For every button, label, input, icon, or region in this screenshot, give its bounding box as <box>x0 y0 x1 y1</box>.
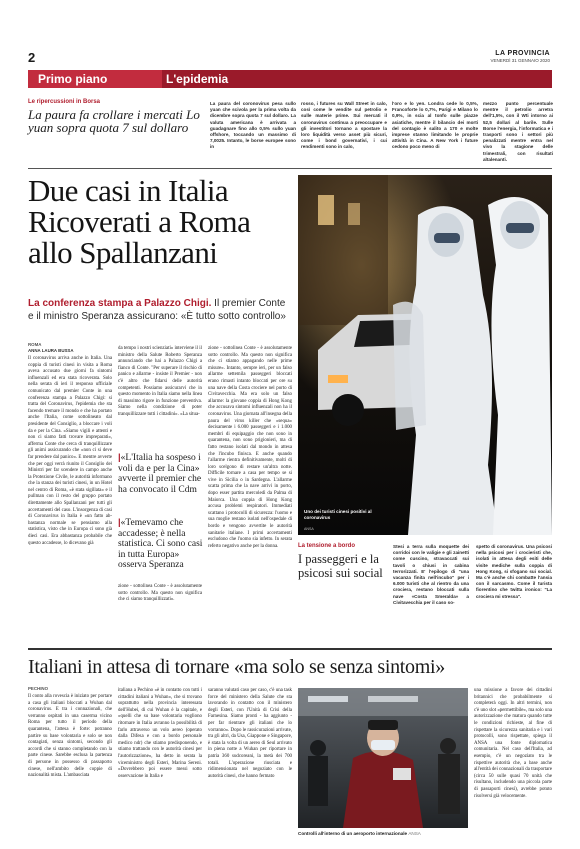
photo-airport-check-image <box>298 688 468 828</box>
masthead-name: LA PROVINCIA <box>495 50 550 57</box>
section-label-primo-piano: Primo piano <box>28 70 162 88</box>
photo-credit: ANSA <box>408 831 421 836</box>
top-story-kicker: Le ripercussioni in Borsa <box>28 99 101 105</box>
section-label-epidemia: L'epidemia <box>166 72 229 86</box>
main-story-column: zione - sottolinea Conte - è assolutamente sotto controllo. Ma questo non significa che ci siamo tranquillizzati». <box>118 584 202 603</box>
sidebar-column: Stesi a terra sulla moquette dei corridoi con le valigie e gli zainetti come cuscino, stravaccati sui tavoli o chiusi in cabina terrorizzati. E' l'epilogo di "una vacanza finita nell'incubo" per i 6.000 turisti che al rientro da una crociera, restano bloccati sulla nave «Costa Smeralda» a Civitavecchia per il caso so- <box>393 544 469 605</box>
top-story-column: La paura del coronovirus pesa sullo yuan che scivola per la prima volta da dicembre sopra quota 7 sul dollaro. La valuta americana è arrivata a guadagnare fino allo 0,5% sullo yuan offshore, toccando un massimo di 7,0025. Intanto, le borse europee sono in <box>210 101 296 150</box>
top-story-column: l'oro e lo yen. Londra cede lo 0,5%, Francoforte lo 0,7%, Parigi e Milano lo 0,9%, in scia al tonfo sulle piazze asiatiche, mentre il bilancio dei morti del contagio è salito a 170 e molte imprese stanno limitando le proprie attività in Cina. A New York i future cedono poco meno di <box>392 101 478 150</box>
pullquote <box>118 453 204 495</box>
divider-rule <box>28 168 552 169</box>
bottom-story-column: una missione a favore dei cittadini britannici che probabilmente si completerà oggi. In altri termini, non c'è uno slot «permettibile», ma solo una autorizzazione che matura quando tutte le condizioni richieste, al fine di rispettare la sicurezza sanitaria e i vari protocolli, sono rispettate, spiega il ANSA una fonte diplomatica comunitaria. Nel caso dell'Italia, ad esempio, c'è un negoziato tra le rispettive autorità che, a base anche all'entità dei connazionali da trasportare (circa 50 sulle quasi 70 unità che risultano, includendo una piccola parte di passaporti cinesi), avrebbe potuto risolversi già velocemente. <box>474 688 553 799</box>
bottom-dateline: PECHINO <box>28 686 49 691</box>
photo-hazmat-workers <box>298 175 552 535</box>
photo-hazmat-workers-image <box>298 175 552 535</box>
byline-author: ANNA LAURA BUSSA <box>28 348 74 353</box>
top-story-headline: La paura fa crollare i mercati Lo yuan sopra quota 7 sul dollaro <box>28 107 200 135</box>
bottom-story-column: Il conto alla rovescia è iniziato per portare a casa gli italiani bloccati a Wuhan dal coronavirus. E tra i connazionali, che verranno ospitati in una caserma vicino Roma per tutto il periodo della quarantena, l'attesa è forte: potranno partire su base volontaria e solo se non contagiati, senza sintomi, secondo gli accordi che si stanno completando con la parte cinese. Sarebbe esclusa la partenza di persone in possesso di passaporto cinese, nell'ambito delle coppie di nazionalità mista. L'ambasciata <box>28 694 112 779</box>
pullquote-mark: | <box>118 452 121 463</box>
main-story-column: Il coronavirus arriva anche in Italia. Una coppia di turisti cinesi in visita a Roma aveva accusato due giorni fa sintomi influenzali ed era stata ricoverata. Solo nella serata di ieri il responso ufficiale comunicato dal premier Conte in una conferenza stampa a Palazzo Chigi: si tratta del Coronavirus, l'epidemia che sta facendo tremare il mondo e che ha portato anche l'Italia, come sottolineato dal presidente del Consiglio, a bloccare i voli da e per la Cina. «Siamo vigili e attenti e non ci siamo fatti trovare impreparati», afferma Conte che cerca di tranquillizzare gli animi assicurando che «non ci si deve far prendere dal panico». E mentre avverte che per oggi verrà riunito il Consiglio dei Ministri per far scendere in campo anche la Protezione Civile, le autorità informano che la stanza dei turisti cinesi, in un Hotel nel centro di Roma, «è stata sigillata» e il pullman con il resto del gruppo portato direttamente allo Spallanzani per tutti gli accertamenti del caso. L'insorgenza di casi di Coronavirus in Italia è «un fatto abbastanza normale se pensiamo alla statistica, visto che in Europa ci sono già dieci casi. Era abbastanza probabile che questo accadesse, lo dicevano già <box>28 356 112 546</box>
main-subhead-lead: La conferenza stampa a Palazzo Chigi. <box>28 298 212 309</box>
main-headline: Due casi in Italia Ricoverati a Roma allo Spallanzani <box>28 173 251 270</box>
top-story-column: rosso, i futures su Wall Street in calo, così come le vendite sul petrolio e sulle materie prime. Sui mercati il coronavirus continua a preoccupare e gli investitori tornano a spostare la loro liquidità verso asset più sicuri, come i bond governativi, i cui rendimenti sono in calo, <box>301 101 387 150</box>
pullquote-mark: | <box>118 517 121 528</box>
divider-rule <box>28 648 552 650</box>
bottom-story-column: saranno valutati caso per caso, c'è una task force del ministero della Salute che sta lavorando in contatto con il ministero degli Esteri, con l'Unità di Crisi della Farnesina. Siamo pronti - ha aggiunto - per far rientrare gli italiani che lo vorranno». Dopo le rassicurazioni arrivate, tra gli altri, da Usa, Giappone e Singapore, è stata la volta di un aereo di Seul arrivato in piena notte a Wuhan per riportare in patria 360 sudcoreani, la metà dei 700 totali. L'operazione riusciata e ridimensionata nel negoziato con le autorità cinesi, che hanno fermato <box>208 688 292 779</box>
bottom-story-column: italiana a Pechino «è in contatto con tutti i cittadini italiani a Wuhan», che si trovano soprattutto nella provincia interessata dell'Hubei, di cui Wuhan è la capitale, e «quelli che su base volontaria vogliono ritornare in Italia avranno la possibilità di farlo attraverso un volo aereo (operato dalla Difesa e con a bordo personale medico ndr) che stiamo predisponendo, e stiamo trattando con le autorità cinesi per l'autorizzazione», ha detto in serata la viceministro degli Esteri, Marina Sereni. «Dovrebbero poi essere messi sotto osservazione in Italia e <box>118 688 202 779</box>
main-subhead-rest: Il premier Conte e il ministro Speranza assicurano: «È tutto sotto controllo» <box>28 298 286 322</box>
photo-caption <box>298 831 468 836</box>
photo-credit: ANSA <box>304 527 314 531</box>
pullquote <box>118 518 204 571</box>
sidebar-kicker: La tensione a bordo <box>298 543 356 549</box>
main-subhead <box>28 298 288 323</box>
top-story-column: mezzo punto percentuale mentre il petrolio arretra dell'1,5%, con il Wti intorno ai 52,5 dollari al barile. Sulle Borse l'energia, l'informatica e i trasporti sono i settori più penalizzati mentre entra nel vivo la stagione delle trimestrali, con risultati altalenanti. <box>483 101 553 162</box>
pullquote-text: «Temevamo che accadesse; è nella statistica. Ci sono casi in tutta Europa» osserva Speranza <box>118 518 203 570</box>
photo-caption: Uno dei turisti cinesi positivi al coronavirus <box>304 509 372 520</box>
sidebar-headline: I passeggeri e la psicosi sui social <box>298 552 383 580</box>
main-story-column: zione - sottolinea Conte - è assolutamente sotto controllo. Ma questo non significa che ci stiamo appagando nelle prime misure». Intanto, sempre ieri, per un falso allarme settemila passeggeri bloccati erano rimasti intanto bloccati per ore su una nave della Costa crociere nel porto di Civitavecchia. Ma era solo un falso allarme: la giovane coppia di Hong Kong che accusava sintomi influenzali non ha il coronavirus. Una giornata all'insegna della paura del virus killer che «sequa» decisamente i 6.000 passeggeri e i 1.000 membri di equipaggio che non sono in quarantena, non sono prigionieri, ma di fatto restano isolati dal mondo in attesa che l'incubo finisca. E anche quando l'allarme rientra definitivamente, molti di loro scelgono di restare un'altra notte. Difficile tornare a casa per tempo se si vive in Sicilia o in Sardegna. L'allarme scatta prima che la nave arrivi in porto, dopo esser partita mercoledì da Palma di Maiorca. Una coppia di Hong Kong accusa problemi respiratori. Immediati scattano i protocolli di sicurezza: l'uomo e sua moglie restano isolati nell'ospedale di bordo e vengono avvertite le autorità sanitarie italiane. I primi accertamenti escludono che l'uomo sia infetto. In serata referto negativo anche per la donna. <box>208 346 292 549</box>
main-story-column: da tempo i nostri scienziati» interviene il il ministro della Salute Roberto Speranza annunciando che hai a Palazzo Chigi a fianco di Conte. "Per superare il rischio di panico e allarme - insiste il Premier - non c'è altro che fidarsi delle autorità competenti. Possiamo assicurarvi che in questo momento in Italia siamo nella linea di massimo rigore in funzione preventiva. Siamo nella condizione di poter tranquillizzare tutti i cittadini». «La situa- <box>118 346 202 417</box>
byline-city: ROMA <box>28 342 42 347</box>
photo-caption-text: Controlli all'interno di un aeroporto internazionale <box>298 831 408 836</box>
page-number: 2 <box>28 50 36 65</box>
sidebar-column: spetto di coronavirus. Una psicosi nella psicosi per i crocieristi che, isolati in attesa degli esiti delle visite mediche sulla coppia di Hong Kong, si sfogano sui social. Ma c'è anche chi combatte l'ansia con il sarcasmo. Come il turista fiorentino che twitta ironico: "La crociera mi stressa". <box>476 544 552 599</box>
pullquote-text: «L'Italia ha sospeso i voli da e per la Cina» avverte il premier che ha convocato il Cdm <box>118 453 202 495</box>
bottom-headline: Italiani in attesa di tornare «ma solo se senza sintomi» <box>28 656 445 678</box>
masthead-date: VENERDÌ 31 GENNAIO 2020 <box>490 58 550 63</box>
photo-airport-check <box>298 688 468 828</box>
